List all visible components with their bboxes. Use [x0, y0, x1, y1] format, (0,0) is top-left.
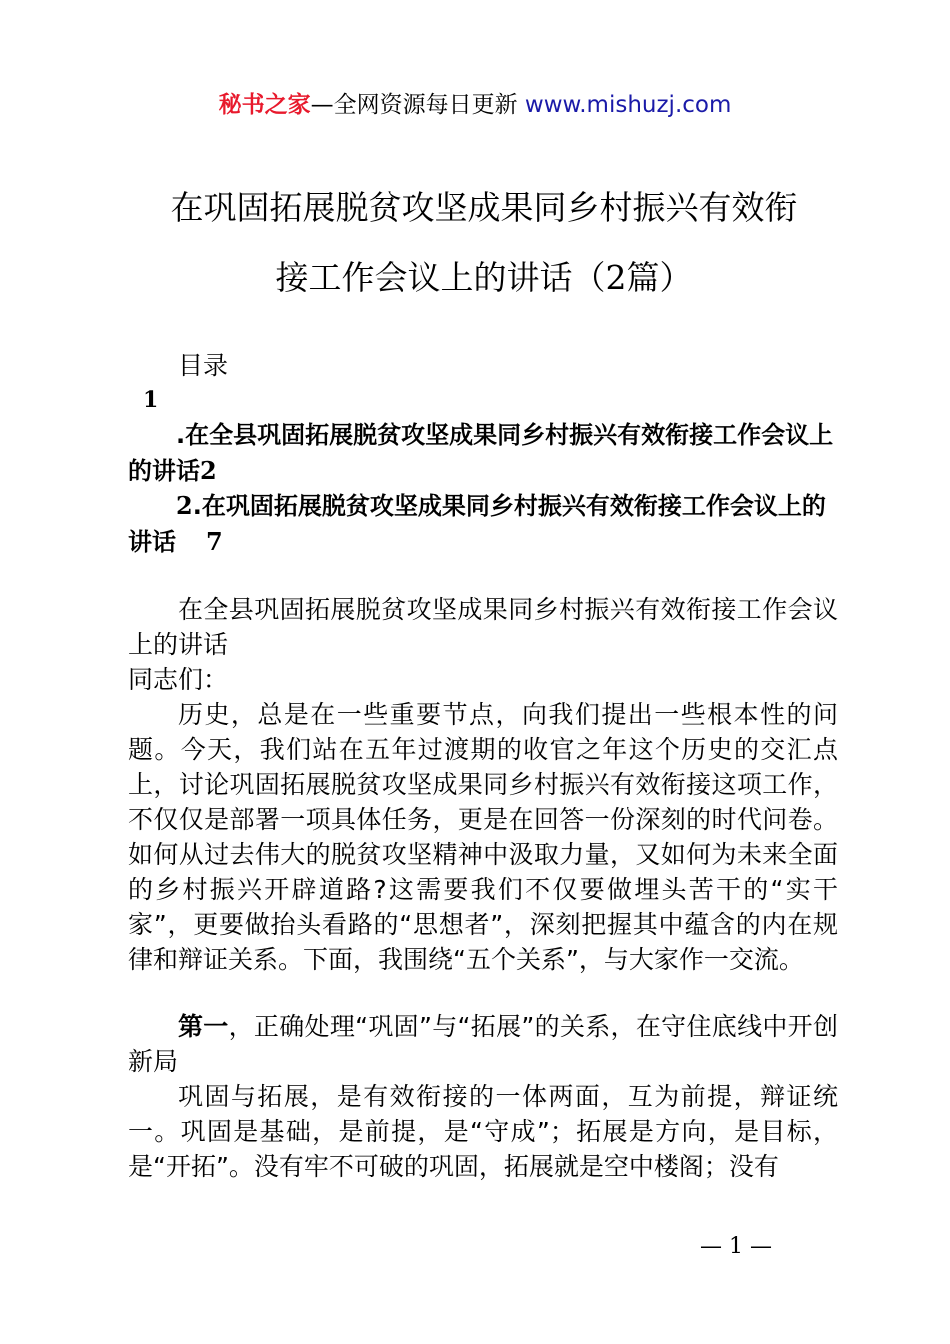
- header-url-link[interactable]: www.mishuzj.com: [524, 92, 732, 118]
- point-1-lead: 第一: [178, 1012, 229, 1041]
- site-header: [0, 88, 950, 122]
- title-line-2-end: 篇）: [626, 258, 693, 297]
- toc-item-2-page: 7: [206, 527, 223, 556]
- toc-item-1-number: 1: [143, 387, 159, 413]
- paragraph-1: 历史，总是在一些重要节点，向我们提出一些根本性的问题。今天，我们站在五年过渡期的收官之年这个历史的交汇点上，讨论巩固拓展脱贫攻坚成果同乡村振兴有效衔接这项工作，不仅仅是部署一项具体任务，更是在回答一份深刻的时代问卷。如何从过去伟大的脱贫攻坚精神中汲取力量，又如何为未来全面的乡村振兴开辟道路?这需要我们不仅要做埋头苦干的“实干家”，更要做抬头看路的“思想者”，深刻把握其中蕴含的内在规律和辩证关系。下面，我围绕“五个关系”，与大家作一交流。: [128, 700, 838, 974]
- brand-name: 秘书之家: [218, 92, 311, 118]
- paragraph-2: 巩固与拓展，是有效衔接的一体两面，互为前提，辩证统一。巩固是基础，是前提，是“守成”；拓展是方向，是目标，是“开拓”。没有牢不可破的巩固，拓展就是空中楼阁；没有: [128, 1082, 838, 1181]
- toc-item-2[interactable]: [128, 488, 840, 560]
- toc-item-1[interactable]: [128, 418, 840, 489]
- document-title-line-2: [128, 258, 840, 298]
- title-count: 2: [605, 258, 627, 297]
- toc-item-1-page: 2: [200, 456, 217, 485]
- toc-item-1-text: .在全县巩固拓展脱贫攻坚成果同乡村振兴有效衔接工作会议上的讲话: [128, 421, 834, 485]
- toc-item-2-number: 2: [176, 491, 193, 520]
- toc-item-2-text: .在巩固拓展脱贫攻坚成果同乡村振兴有效衔接工作会议上的讲话: [128, 492, 826, 556]
- point-1-heading: [128, 1009, 838, 1079]
- salutation: 同志们：: [128, 665, 229, 694]
- section-title: 在全县巩固拓展脱贫攻坚成果同乡村振兴有效衔接工作会议上的讲话: [128, 595, 838, 659]
- title-line-2-text: 接工作会议上的讲话（: [275, 258, 606, 297]
- document-title-line-1: 在巩固拓展脱贫攻坚成果同乡村振兴有效衔: [170, 188, 798, 227]
- header-slogan: —全网资源每日更新: [310, 92, 525, 118]
- page-number: — 1 —: [700, 1234, 772, 1259]
- point-1-text: ，正确处理“巩固”与“拓展”的关系，在守住底线中开创新局: [128, 1012, 838, 1076]
- toc-heading: 目录: [178, 351, 229, 380]
